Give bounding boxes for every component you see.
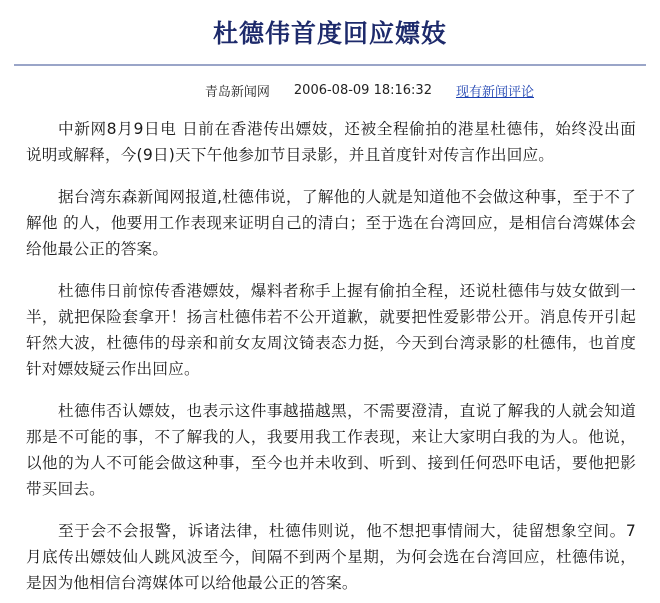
article-paragraph: 至于会不会报警，诉诸法律，杜德伟则说，他不想把事情闹大，徒留想象空间。7月底传出嫖妓仙人跳风波至今，间隔不到两个星期，为何会选在台湾回应，杜德伟说，是因为他相信台湾媒体可以给他最公正的答案。: [26, 522, 636, 592]
article-meta: [14, 72, 646, 108]
article-paragraph: 据台湾东森新闻网报道,杜德伟说，了解他的人就是知道他不会做这种事，至于不了解他 的人，他要用工作表现来证明自己的清白；至于选在台湾回应，是相信台湾媒体会给他最公正的答案。: [26, 188, 636, 258]
news-comments-link[interactable]: 现有新闻评论: [455, 84, 534, 100]
article-source: 青岛新闻网: [204, 84, 270, 100]
article-paragraph: 中新网8月9日电 日前在香港传出嫖妓，还被全程偷拍的港星杜德伟，始终没出面说明或解释，今(9日)天下午他参加节目录影，并且首度针对传言作出回应。: [26, 120, 636, 164]
article-paragraph: 杜德伟否认嫖妓，也表示这件事越描越黑，不需要澄清，直说了解我的人就会知道那是不可能的事，不了解我的人，我要用我工作表现，来让大家明白我的为人。他说，以他的为人不可能会做这种事，至今也并未收到、听到、接到任何恐吓电话，要他把影带买回去。: [26, 402, 636, 498]
article-title: 杜德伟首度回应嫖妓: [212, 19, 447, 48]
title-bar: [14, 0, 646, 66]
article-paragraph: 杜德伟日前惊传香港嫖妓，爆料者称手上握有偷拍全程，还说杜德伟与妓女做到一半，就把保险套拿开！扬言杜德伟若不公开道歉，就要把性爱影带公开。消息传开引起轩然大波，杜德伟的母亲和前女友周汶锜表态力挺，今天到台湾录影的杜德伟，也首度针对嫖妓疑云作出回应。: [26, 282, 636, 378]
article-body: [14, 108, 646, 596]
article-datetime: 2006-08-09 18:16:32: [293, 82, 432, 98]
